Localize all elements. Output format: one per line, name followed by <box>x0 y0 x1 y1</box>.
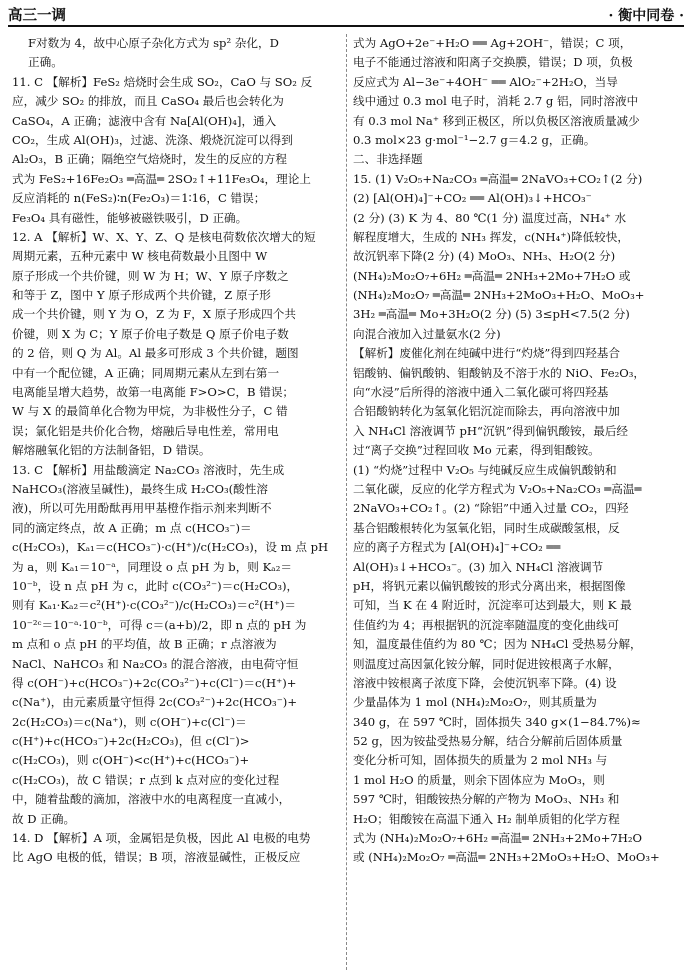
left-column-line: 解熔融氧化铝的方法制备铝，D 错误。 <box>12 443 211 458</box>
right-column-line: 式为 AgO+2e⁻+H₂O ══ Ag+2OH⁻，错误；C 项， <box>353 36 632 50</box>
left-column-line: 应，减少 SO₂ 的排放，而且 CaSO₄ 最后也会转化为 <box>12 94 284 109</box>
left-column-line: 的 2 倍，则 Q 为 Al。Al 最多可形成 3 个共价键，题图 <box>12 346 299 361</box>
right-column-line: 解程度增大，生成的 NH₃ 挥发，c(NH₄⁺)降低较快， <box>353 229 629 244</box>
left-column-line: Fe₃O₄ 具有磁性，能够被磁铁吸引，D 正确。 <box>12 210 248 225</box>
page-header <box>8 3 684 27</box>
left-column-line: W 与 X 的最简单化合物为甲烷，为非极性分子，C 错 <box>12 404 288 419</box>
right-column-line: 可知，当 K 在 4 附近时，沉淀率可达到最大，则 K 最 <box>353 598 632 613</box>
left-column-line: CaSO₄，A 正确；滤液中含有 Na[Al(OH)₄]，通入 <box>12 113 277 128</box>
right-column-line: 3H₂ ═高温═ Mo+3H₂O(2 分) (5) 3≤pH<7.5(2 分) <box>353 307 630 322</box>
left-column-line: 比 AgO 电极的低，错误；B 项，溶液显碱性，正极反应 <box>12 850 301 865</box>
right-column-line: 电子不能通过溶液和阳离子交换膜，错误；D 项，负极 <box>353 55 633 70</box>
right-column-line: 溶液中铵根离子浓度下降，会使沉钒率下降。(4) 设 <box>353 675 617 690</box>
right-column-line: (2 分) (3) K 为 4、80 ℃(1 分) 温度过高，NH₄⁺ 水 <box>353 210 627 225</box>
left-column-line: 式为 FeS₂+16Fe₂O₃ ═高温═ 2SO₂↑+11Fe₃O₄，理论上 <box>12 171 311 186</box>
right-column-line: 15. (1) V₂O₅+Na₂CO₃ ═高温═ 2NaVO₃+CO₂↑(2 分) <box>353 171 643 186</box>
left-column-line: c(H₂CO₃)，故 C 错误；r 点到 k 点对应的变化过程 <box>12 772 280 787</box>
right-column-line: 340 g，在 597 ℃时，固体损失 340 g×(1−84.7%)≈ <box>353 714 641 729</box>
right-column-line: 入 NH₄Cl 溶液调节 pH“沉钒”得到偏钒酸铵，最后经 <box>353 423 629 438</box>
left-column-line: 故 D 正确。 <box>12 811 76 826</box>
left-column-line: 反应消耗的 n(FeS₂)∶n(Fe₂O₃)＝1∶16，C 错误； <box>12 191 266 206</box>
right-column-line: (2) [Al(OH)₄]⁻+CO₂ ══ Al(OH)₃↓+HCO₃⁻ <box>353 191 592 206</box>
left-column-line: F对数为 4，故中心原子杂化方式为 sp² 杂化，D <box>28 36 279 50</box>
left-column-line: 10⁻ᵇ，设 n 点 pH 为 c，此时 c(CO₃²⁻)＝c(H₂CO₃)， <box>12 578 299 593</box>
header-left-title: 高三一调 <box>8 7 66 24</box>
left-column-line: 正确。 <box>28 55 63 70</box>
right-column <box>353 34 683 868</box>
left-column-line: NaCl、NaHCO₃ 和 Na₂CO₃ 的混合溶液，由电荷守恒 <box>12 656 299 671</box>
left-column-line: 原子形成一个共价键，则 W 为 H；W、Y 原子序数之 <box>12 268 289 283</box>
right-column-line: 向“水浸”后所得的溶液中通入二氧化碳可将四羟基 <box>353 385 609 400</box>
right-column-line: (NH₄)₂Mo₂O₇+6H₂ ═高温═ 2NH₃+2Mo+7H₂O 或 <box>353 268 631 283</box>
left-column <box>12 34 342 868</box>
right-column-line: 过“离子交换”过程回收 Mo 元素，得到钼酸铵。 <box>353 443 600 458</box>
left-column-line: c(H⁺)+c(HCO₃⁻)+2c(H₂CO₃)，但 c(Cl⁻)> <box>12 734 250 749</box>
left-column-line: NaHCO₃(溶液呈碱性)，最终生成 H₂CO₃(酸性溶 <box>12 481 268 496</box>
left-column-line: 和等于 Z，图中 Y 原子形成两个共价键，Z 原子形 <box>12 288 271 303</box>
right-column-line: 线中通过 0.3 mol 电子时，消耗 2.7 g 铝，同时溶液中 <box>353 94 639 109</box>
right-column-line: 少量晶体为 1 mol (NH₄)₂Mo₂O₇，则其质量为 <box>353 695 597 710</box>
left-column-line: 周期元素，五种元素中 W 核电荷数最小且图中 W <box>12 249 268 264</box>
right-column-line: 铝酸钠、偏钒酸钠、钼酸钠及不溶于水的 NiO、Fe₂O₃， <box>353 365 645 380</box>
left-column-line: 为 a，则 Kₐ₁＝10⁻ᵃ，同理设 o 点 pH 为 b，则 Kₐ₂＝ <box>12 559 292 574</box>
right-column-line: 应的离子方程式为 [Al(OH)₄]⁻+CO₂ ══ <box>353 540 561 555</box>
left-column-line: c(Na⁺)，由元素质量守恒得 2c(CO₃²⁻)+2c(HCO₃⁻)+ <box>12 695 298 710</box>
left-column-line: 成一个共价键，则 Y 为 O，Z 为 F，X 原子形成四个共 <box>12 307 296 322</box>
right-column-line: 反应式为 Al−3e⁻+4OH⁻ ══ AlO₂⁻+2H₂O，当导 <box>353 74 618 89</box>
left-column-line: 12. A 【解析】W、X、Y、Z、Q 是核电荷数依次增大的短 <box>12 229 316 244</box>
left-column-line: 11. C 【解析】FeS₂ 焙烧时会生成 SO₂，CaO 与 SO₂ 反 <box>12 74 313 89</box>
right-column-line: 合铝酸钠转化为氢氧化铝沉淀而除去，再向溶液中加 <box>353 404 620 419</box>
right-column-line: 则温度过高因氯化铵分解，同时促进铵根离子水解， <box>353 656 620 671</box>
right-column-line: (NH₄)₂Mo₂O₇ ═高温═ 2NH₃+2MoO₃+H₂O、MoO₃+ <box>353 288 645 303</box>
right-column-line: 0.3 mol×23 g·mol⁻¹−2.7 g＝4.2 g，正确。 <box>353 132 596 147</box>
right-column-line: 597 ℃时，钼酸铵热分解的产物为 MoO₃、NH₃ 和 <box>353 792 620 807</box>
left-column-line: 则有 Kₐ₁·Kₐ₂＝c²(H⁺)·c(CO₃²⁻)/c(H₂CO₃)＝c²(H⁺)＝ <box>12 598 296 613</box>
right-column-line: 式为 (NH₄)₂Mo₂O₇+6H₂ ═高温═ 2NH₃+2Mo+7H₂O <box>353 831 643 846</box>
right-column-line: 有 0.3 mol Na⁺ 移到正极区，所以负极区溶液质量减少 <box>353 113 640 128</box>
column-divider <box>346 34 347 970</box>
right-column-line: 变化分析可知，固体损失的质量为 2 mol NH₃ 与 <box>353 753 608 768</box>
left-column-line: c(H₂CO₃)，Kₐ₁＝c(HCO₃⁻)·c(H⁺)/c(H₂CO₃)，设 m 点 pH <box>12 540 329 555</box>
right-column-line: 二、非选择题 <box>353 152 423 167</box>
right-column-line: 基合铝酸根转化为氢氧化铝，同时生成碳酸氢根，反 <box>353 520 620 535</box>
right-column-line: (1) “灼烧”过程中 V₂O₅ 与纯碱反应生成偏钒酸钠和 <box>353 462 617 477</box>
left-column-line: 价键，则 X 为 C；Y 原子价电子数是 Q 原子价电子数 <box>12 326 289 341</box>
right-column-line: H₂O；钼酸铵在高温下通入 H₂ 制单质钼的化学方程 <box>353 811 620 826</box>
left-column-line: 中，随着盐酸的滴加，溶液中水的电离程度一直减小， <box>12 792 291 807</box>
left-column-line: Al₂O₃，B 正确；隔绝空气焙烧时，发生的反应的方程 <box>12 152 287 167</box>
right-column-line: 2NaVO₃+CO₂↑。(2) “除铝”中通入过量 CO₂，四羟 <box>353 501 629 516</box>
right-column-line: 52 g，因为铵盐受热易分解，结合分解前后固体质量 <box>353 734 623 749</box>
left-column-line: 同的滴定终点，故 A 正确；m 点 c(HCO₃⁻)＝ <box>12 520 252 535</box>
left-column-line: 2c(H₂CO₃)＝c(Na⁺)，则 c(OH⁻)+c(Cl⁻)＝ <box>12 714 247 729</box>
right-column-line: 知，温度最佳值约为 80 ℃；因为 NH₄Cl 受热易分解， <box>353 637 642 652</box>
left-column-line: c(H₂CO₃)，则 c(OH⁻)<c(H⁺)+c(HCO₃⁻)+ <box>12 753 250 768</box>
right-column-line: 故沉钒率下降(2 分) (4) MoO₃、NH₃、H₂O(2 分) <box>353 249 616 264</box>
right-column-line: 1 mol H₂O 的质量，则余下固体应为 MoO₃，则 <box>353 772 605 787</box>
right-column-line: pH，将钒元素以偏钒酸铵的形式分离出来，根据图像 <box>353 578 626 593</box>
left-column-line: CO₂，生成 Al(OH)₃，过滤、洗涤、煅烧沉淀可以得到 <box>12 132 293 147</box>
left-column-line: 液)，所以可先用酚酞再用甲基橙作指示剂来判断不 <box>12 501 272 516</box>
header-right-title: · 衡中同卷 · <box>608 8 684 24</box>
left-column-line: 误；氯化铝是共价化合物，熔融后导电性差，常用电 <box>12 423 279 438</box>
left-column-line: 得 c(OH⁻)+c(HCO₃⁻)+2c(CO₃²⁻)+c(Cl⁻)＝c(H⁺)+ <box>12 675 297 690</box>
right-column-line: 二氧化碳，反应的化学方程式为 V₂O₅+Na₂CO₃ ═高温═ <box>353 481 642 496</box>
left-column-line: 10⁻²ᶜ＝10⁻ᵃ·10⁻ᵇ，可得 c＝(a+b)/2，即 n 点的 pH 为 <box>12 617 307 632</box>
left-column-line: 中有一个配位键，A 正确；同周期元素从左到右第一 <box>12 365 280 380</box>
left-column-line: m 点和 o 点 pH 的平均值，故 B 正确；r 点溶液为 <box>12 637 277 652</box>
right-column-line: 向混合液加入过量氨水(2 分) <box>353 326 501 341</box>
right-column-line: Al(OH)₃↓+HCO₃⁻。(3) 加入 NH₄Cl 溶液调节 <box>353 559 604 574</box>
right-column-line: 【解析】废催化剂在纯碱中进行“灼烧”得到四羟基合 <box>353 346 620 361</box>
left-column-line: 电离能呈增大趋势，故第一电离能 F>O>C，B 错误； <box>12 385 295 400</box>
right-column-line: 或 (NH₄)₂Mo₂O₇ ═高温═ 2NH₃+2MoO₃+H₂O、MoO₃+ <box>353 850 660 865</box>
left-column-line: 13. C 【解析】用盐酸滴定 Na₂CO₃ 溶液时，先生成 <box>12 462 285 477</box>
left-column-line: 14. D 【解析】A 项，金属铝是负极，因此 Al 电极的电势 <box>12 831 311 846</box>
right-column-line: 佳值约为 4；再根据钒的沉淀率随温度的变化曲线可 <box>353 617 620 632</box>
